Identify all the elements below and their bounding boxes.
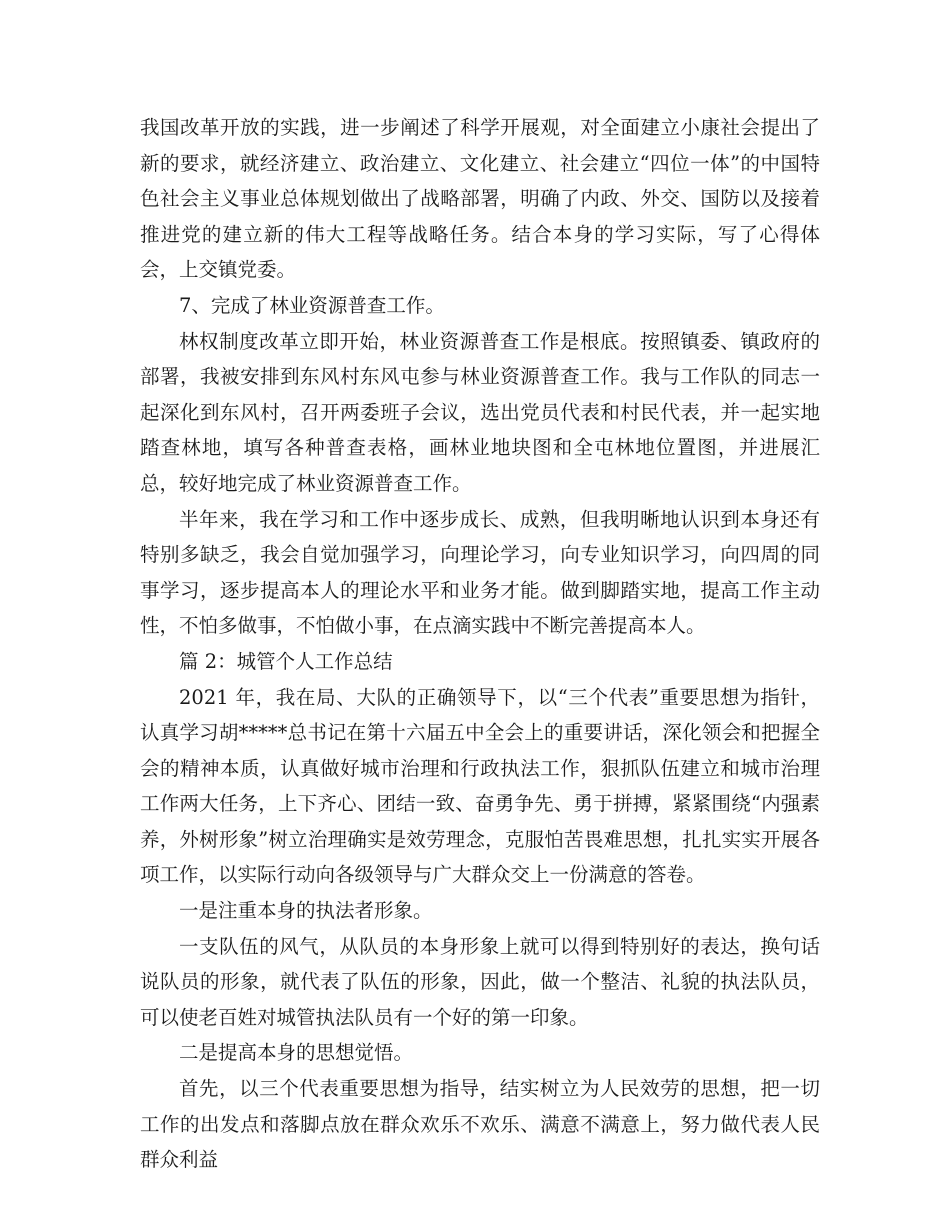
- paragraph-ideological: 首先，以三个代表重要思想为指导，结实树立为人民效劳的思想，把一切工作的出发点和落脚点放在群众欢乐不欢乐、满意不满意上，努力做代表人民群众利益: [140, 1077, 820, 1172]
- document-page: [140, 110, 820, 1178]
- paragraph-intro-continuation: 我国改革开放的实践，进一步阐述了科学开展观，对全面建立小康社会提出了新的要求，就经济建立、政治建立、文化建立、社会建立“四位一体”的中国特色社会主义事业总体规划做出了战略部署，明确了内政、外交、国防以及接着推进党的建立新的伟大工程等战略任务。结合本身的学习实际，写了心得体会，上交镇党委。: [140, 116, 820, 282]
- heading-ideological-point: 二是提高本身的思想觉悟。: [179, 1041, 414, 1065]
- paragraph-half-year-summary: 半年来，我在学习和工作中逐步成长、成熟，但我明晰地认识到本身还有特别多缺乏，我会自觉加强学习，向理论学习，向专业知识学习，向四周的同事学习，逐步提高本人的理论水平和业务才能。做到脚踏实地，提高工作主动性，不怕多做事，不怕做小事，在点滴实践中不断完善提高本人。: [140, 507, 820, 638]
- heading-image-point: 一是注重本身的执法者形象。: [179, 899, 433, 923]
- heading-article-2: 篇 2：城管个人工作总结: [179, 649, 393, 673]
- heading-forestry-survey: 7、完成了林业资源普查工作。: [179, 293, 445, 317]
- paragraph-forestry-survey: 林权制度改革立即开始，林业资源普查工作是根底。按照镇委、镇政府的部署，我被安排到东风村东风屯参与林业资源普查工作。我与工作队的同志一起深化到东风村，召开两委班子会议，选出党员代表和村民代表，并一起实地踏查林地，填写各种普查表格，画林业地块图和全屯林地位置图，并进展汇总，较好地完成了林业资源普查工作。: [140, 329, 820, 495]
- paragraph-team-image: 一支队伍的风气，从队员的本身形象上就可以得到特别好的表达，换句话说队员的形象，就代表了队伍的形象，因此，做一个整洁、礼貌的执法队员，可以使老百姓对城管执法队员有一个好的第一印象。: [140, 934, 820, 1029]
- paragraph-article-2-intro: 2021 年，我在局、大队的正确领导下，以“三个代表”重要思想为指针，认真学习胡*****总书记在第十六届五中全会上的重要讲话，深化领会和把握全会的精神本质，认真做好城市治理和行政执法工作，狠抓队伍建立和城市治理工作两大任务，上下齐心、团结一致、奋勇争先、勇于拼搏，紧紧围绕“内强素养，外树形象”树立治理确实是效劳理念，克服怕苦畏难思想，扎扎实实开展各项工作，以实际行动向各级领导与广大群众交上一份满意的答卷。: [140, 685, 820, 887]
